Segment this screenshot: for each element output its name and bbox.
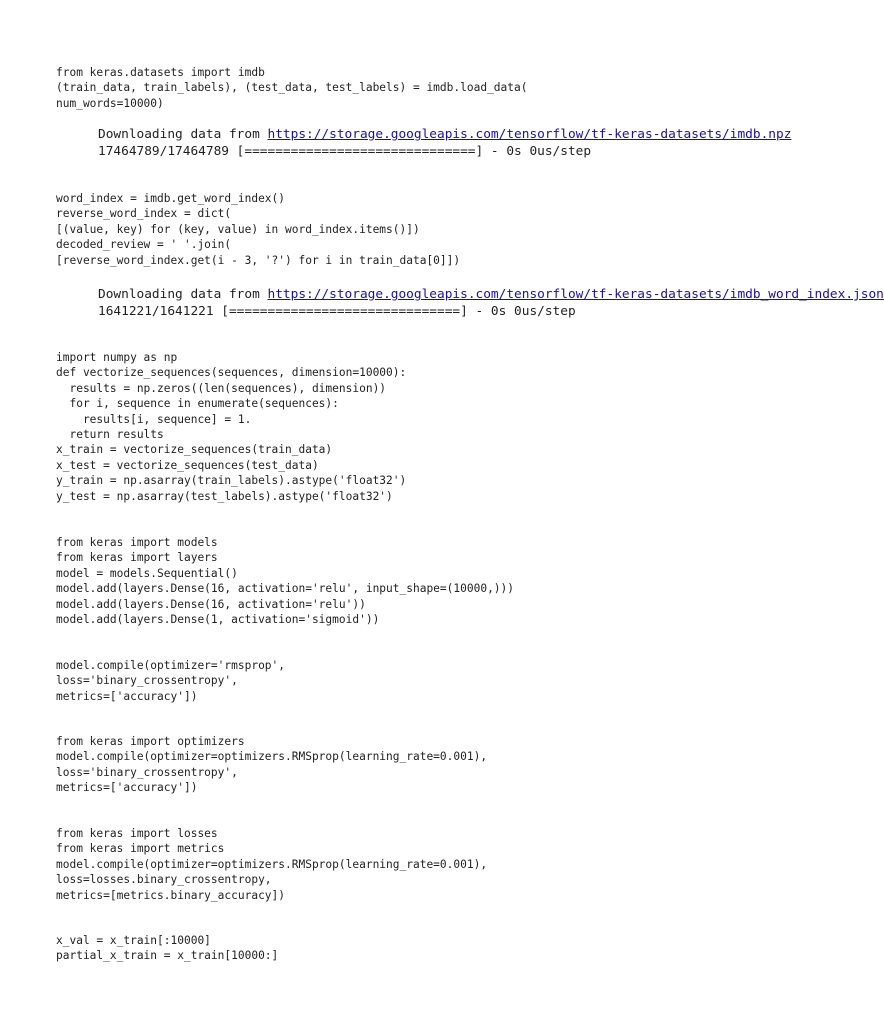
code-line: x_train = vectorize_sequences(train_data): [56, 443, 333, 457]
code-cell-losses-metrics[interactable]: [56, 826, 746, 903]
code-line: model.compile(optimizer=optimizers.RMSprop(learning_rate=0.001),: [56, 750, 488, 764]
code-line: x_test = vectorize_sequences(test_data): [56, 458, 319, 472]
word-index-url-link[interactable]: https://storage.googleapis.com/tensorflow/tf-keras-datasets/imdb_word_index.json: [267, 287, 884, 302]
progress-line: 17464789/17464789 [==============================] - 0s 0us/step: [98, 144, 592, 159]
code-line: model = models.Sequential(): [56, 566, 238, 580]
output-text: Downloading data from: [98, 287, 268, 302]
code-line: from keras import metrics: [56, 842, 225, 856]
code-line: model.add(layers.Dense(1, activation='sigmoid')): [56, 613, 380, 627]
output-text: Downloading data from: [98, 127, 268, 142]
code-line: from keras import optimizers: [56, 735, 245, 748]
code-line: model.compile(optimizer='rmsprop',: [56, 659, 286, 672]
code-line: word_index = imdb.get_word_index(): [56, 192, 286, 205]
code-line: loss=losses.binary_crossentropy,: [56, 873, 272, 887]
code-line: [reverse_word_index.get(i - 3, '?') for i in train_data[0]]): [56, 253, 461, 267]
code-line: y_train = np.asarray(train_labels).astype('float32'): [56, 474, 407, 488]
code-cell-vectorize[interactable]: [56, 350, 746, 504]
code-line: x_val = x_train[:10000]: [56, 934, 211, 947]
code-line: [(value, key) for (key, value) in word_index.items()]): [56, 222, 420, 236]
code-line: metrics=['accuracy']): [56, 781, 198, 795]
code-line: loss='binary_crossentropy',: [56, 765, 238, 779]
code-cell-validation-split[interactable]: [56, 933, 746, 964]
code-line: metrics=[metrics.binary_accuracy]): [56, 888, 286, 902]
code-line: results[i, sequence] = 1.: [56, 412, 252, 426]
code-line: return results: [56, 428, 164, 442]
dataset-url-link[interactable]: https://storage.googleapis.com/tensorflow/tf-keras-datasets/imdb.npz: [267, 127, 792, 142]
output-line: [98, 126, 792, 143]
output-cell-word-index: [98, 286, 884, 320]
code-line: from keras.datasets import imdb: [56, 66, 265, 79]
code-line: from keras import layers: [56, 551, 218, 565]
output-cell-load-data: [98, 126, 792, 160]
code-cell-optimizers[interactable]: [56, 734, 746, 796]
code-line: num_words=10000): [56, 96, 164, 110]
code-line: (train_data, train_labels), (test_data, test_labels) = imdb.load_data(: [56, 81, 528, 95]
code-line: model.compile(optimizer=optimizers.RMSprop(learning_rate=0.001),: [56, 857, 488, 871]
code-line: reverse_word_index = dict(: [56, 207, 232, 221]
code-line: decoded_review = ' '.join(: [56, 238, 232, 252]
code-cell-model[interactable]: [56, 535, 746, 627]
code-line: y_test = np.asarray(test_labels).astype('float32'): [56, 489, 393, 503]
code-line: model.add(layers.Dense(16, activation='relu')): [56, 597, 366, 611]
code-line: metrics=['accuracy']): [56, 689, 198, 703]
code-line: def vectorize_sequences(sequences, dimension=10000):: [56, 366, 407, 380]
code-cell-word-index[interactable]: [56, 191, 746, 268]
code-line: import numpy as np: [56, 351, 178, 364]
code-line: loss='binary_crossentropy',: [56, 674, 238, 688]
code-line: partial_x_train = x_train[10000:]: [56, 949, 279, 963]
code-line: for i, sequence in enumerate(sequences):: [56, 397, 339, 411]
code-cell-load-data[interactable]: [56, 65, 746, 111]
code-line: model.add(layers.Dense(16, activation='relu', input_shape=(10000,))): [56, 582, 515, 596]
code-line: results = np.zeros((len(sequences), dimension)): [56, 381, 387, 395]
progress-line: 1641221/1641221 [==============================] - 0s 0us/step: [98, 304, 576, 319]
code-cell-compile[interactable]: [56, 658, 746, 704]
code-line: from keras import models: [56, 536, 218, 549]
code-line: from keras import losses: [56, 827, 218, 840]
output-line: [98, 286, 884, 303]
